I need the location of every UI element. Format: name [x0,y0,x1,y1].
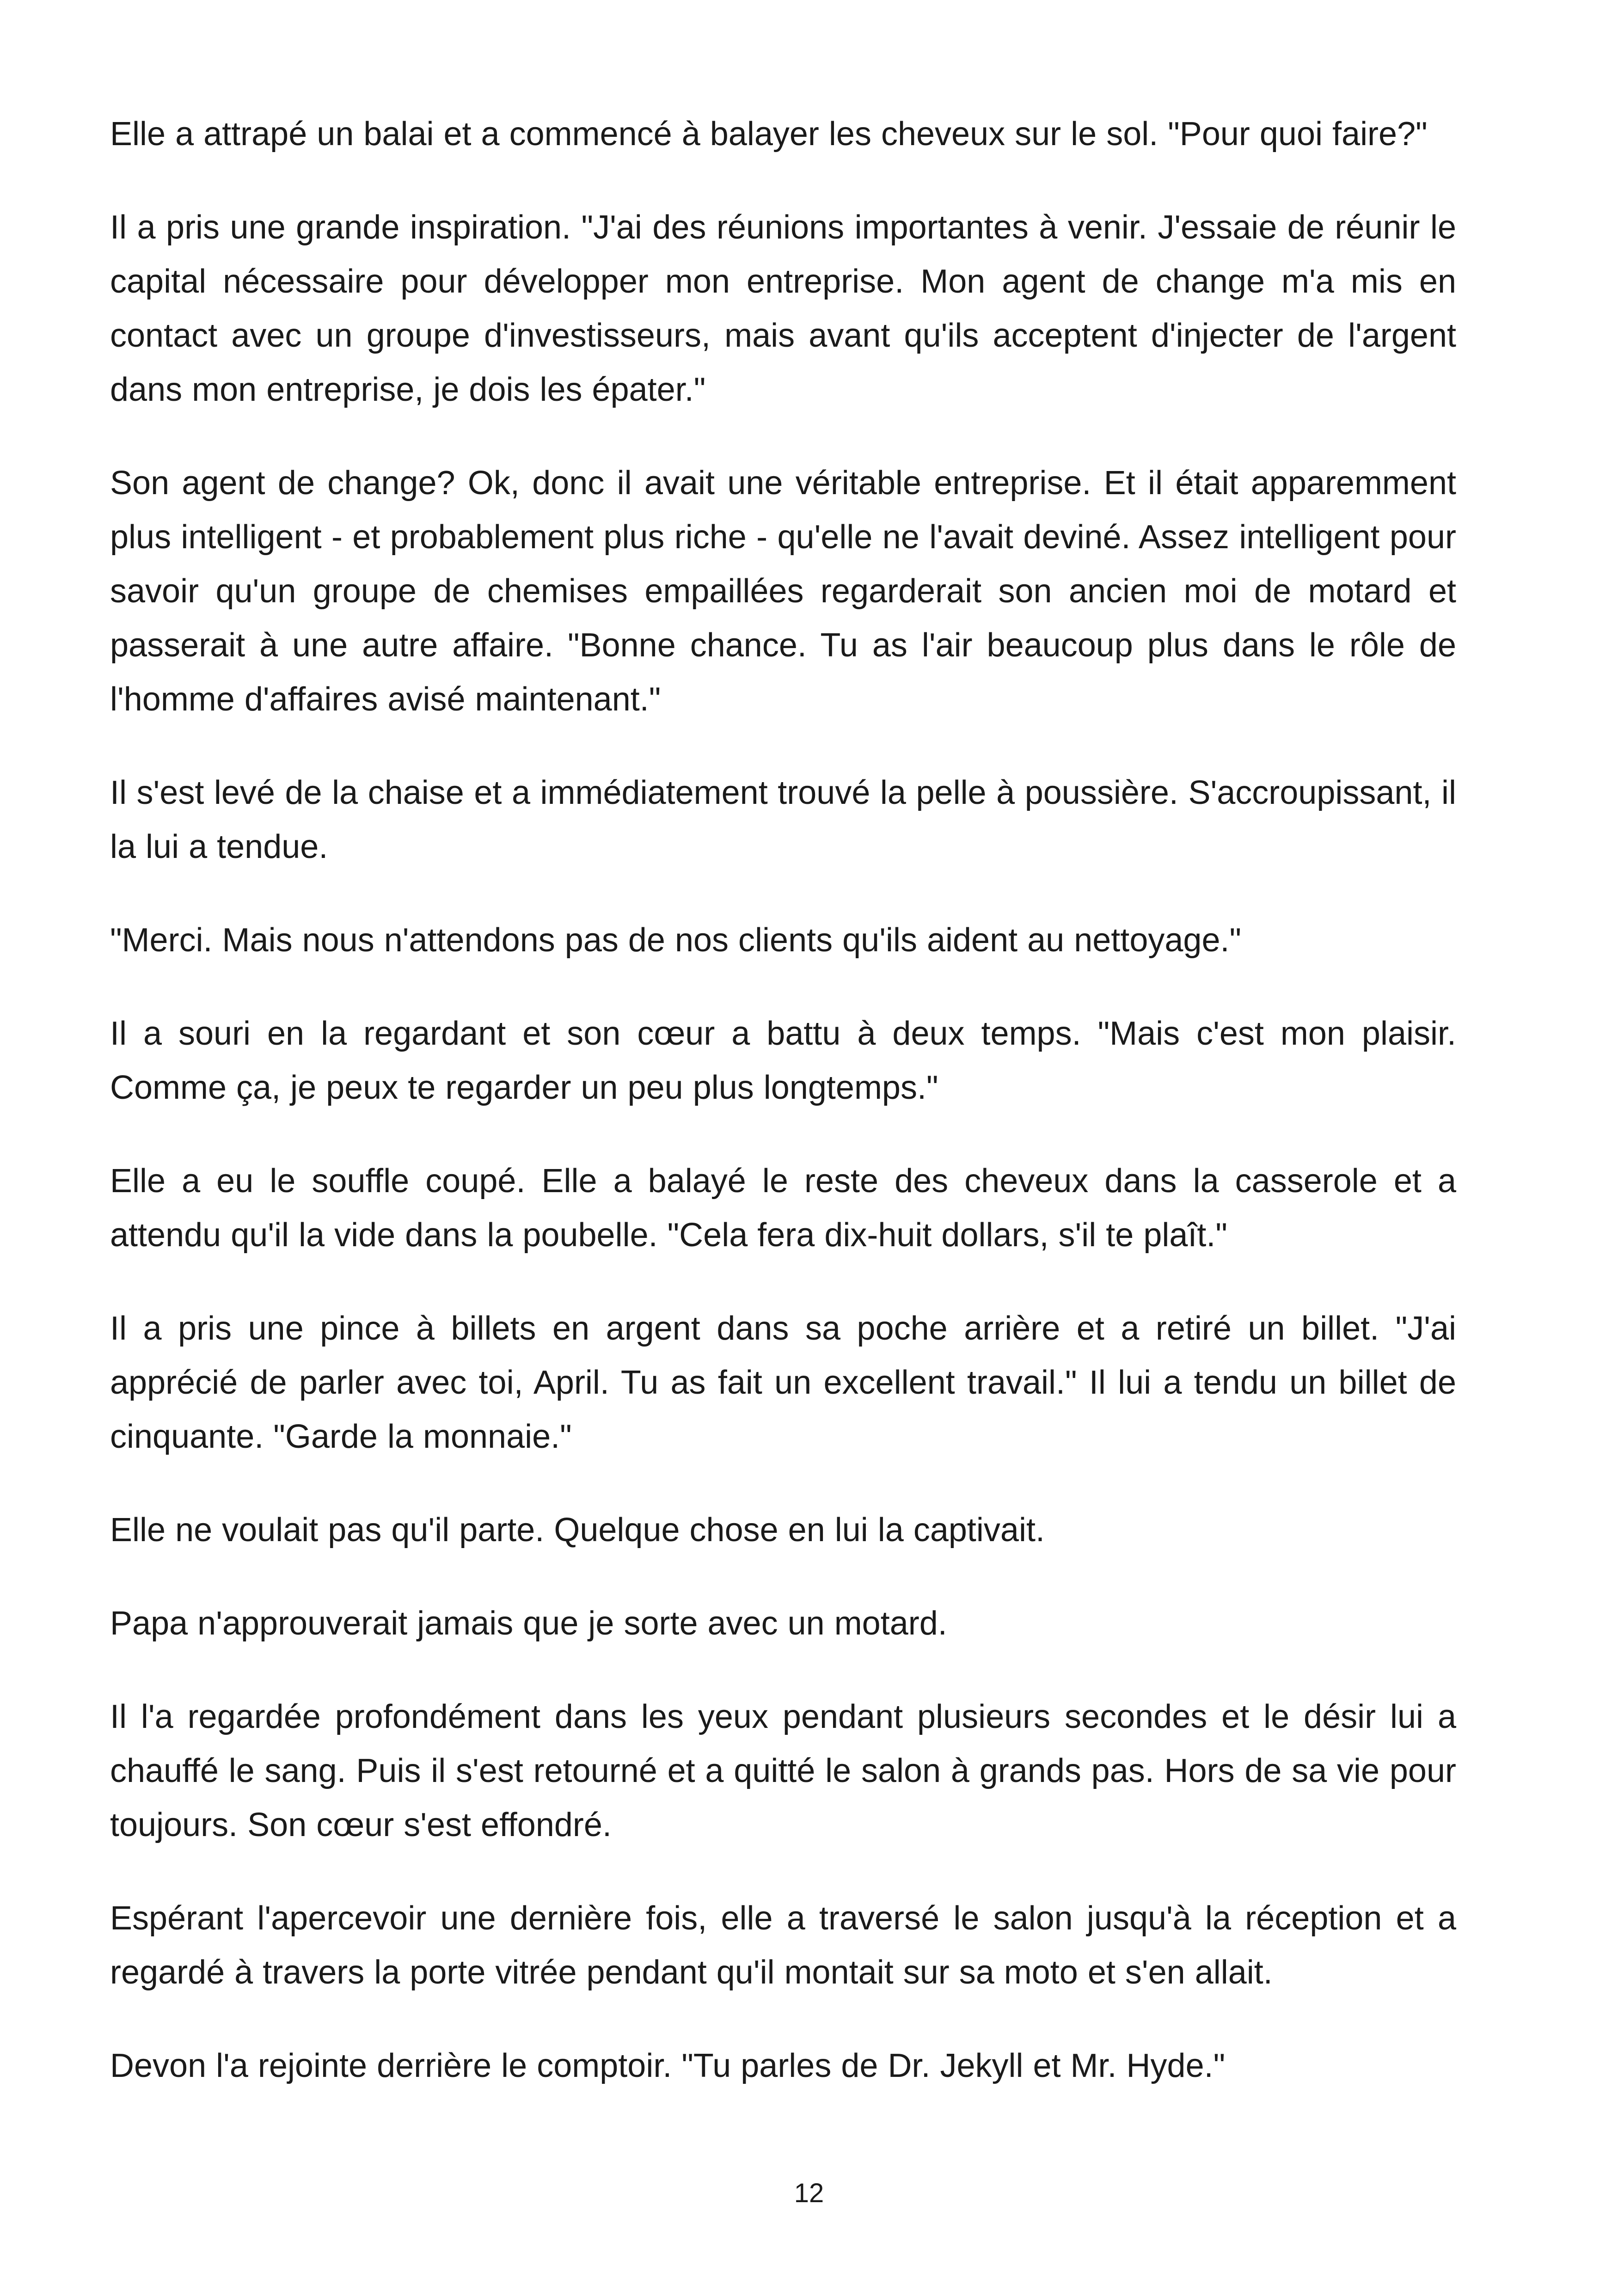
paragraph-11: Il l'a regardée profondément dans les yeux pendant plusieurs secondes et le désir lui a chauffé le sang. Puis il s'est retourné et a quitté le salon à grands pas. Hors de sa vie pour toujours. Son cœur s'est effondré. [110,1698,1456,1843]
paragraph-10: Papa n'approuverait jamais que je sorte avec un motard. [110,1605,947,1642]
paragraph-12: Espérant l'apercevoir une dernière fois, elle a traversé le salon jusqu'à la réception et a regardé à travers la porte vitrée pendant qu'il montait sur sa moto et s'en allait. [110,1900,1456,1991]
paragraph-8: Il a pris une pince à billets en argent dans sa poche arrière et a retiré un billet. "J'ai apprécié de parler avec toi, April. Tu as fait un excellent travail." Il lui a tendu un billet de cinquante. "Garde la monnaie." [110,1310,1456,1455]
paragraph-6: Il a souri en la regardant et son cœur a battu à deux temps. "Mais c'est mon plaisir. Comme ça, je peux te regarder un peu plus longtemps." [110,1015,1456,1106]
paragraph-7: Elle a eu le souffle coupé. Elle a balayé le reste des cheveux dans la casserole et a attendu qu'il la vide dans la poubelle. "Cela fera dix-huit dollars, s'il te plaît." [110,1163,1456,1254]
page-number: 12 [794,2178,824,2208]
paragraph-9: Elle ne voulait pas qu'il parte. Quelque chose en lui la captivait. [110,1512,1045,1549]
paragraph-13: Devon l'a rejointe derrière le comptoir. "Tu parles de Dr. Jekyll et Mr. Hyde." [110,2047,1226,2084]
paragraph-5: "Merci. Mais nous n'attendons pas de nos clients qu'ils aident au nettoyage." [110,922,1242,959]
paragraph-4: Il s'est levé de la chaise et a immédiatement trouvé la pelle à poussière. S'accroupissant, il la lui a tendue. [110,774,1456,865]
paragraph-1: Elle a attrapé un balai et a commencé à balayer les cheveux sur le sol. "Pour quoi faire?" [110,116,1428,153]
page-body [110,107,1456,2093]
paragraph-2: Il a pris une grande inspiration. "J'ai des réunions importantes à venir. J'essaie de réunir le capital nécessaire pour développer mon entreprise. Mon agent de change m'a mis en contact avec un groupe d'investisseurs, mais avant qu'ils acceptent d'injecter de l'argent dans mon entreprise, je dois les épater." [110,209,1456,408]
paragraph-3: Son agent de change? Ok, donc il avait une véritable entreprise. Et il était apparemment plus intelligent - et probablement plus riche - qu'elle ne l'avait deviné. Assez intelligent pour savoir qu'un groupe de chemises empaillées regarderait son ancien moi de motard et passerait à une autre affaire. "Bonne chance. Tu as l'air beaucoup plus dans le rôle de l'homme d'affaires avisé maintenant." [110,465,1456,718]
